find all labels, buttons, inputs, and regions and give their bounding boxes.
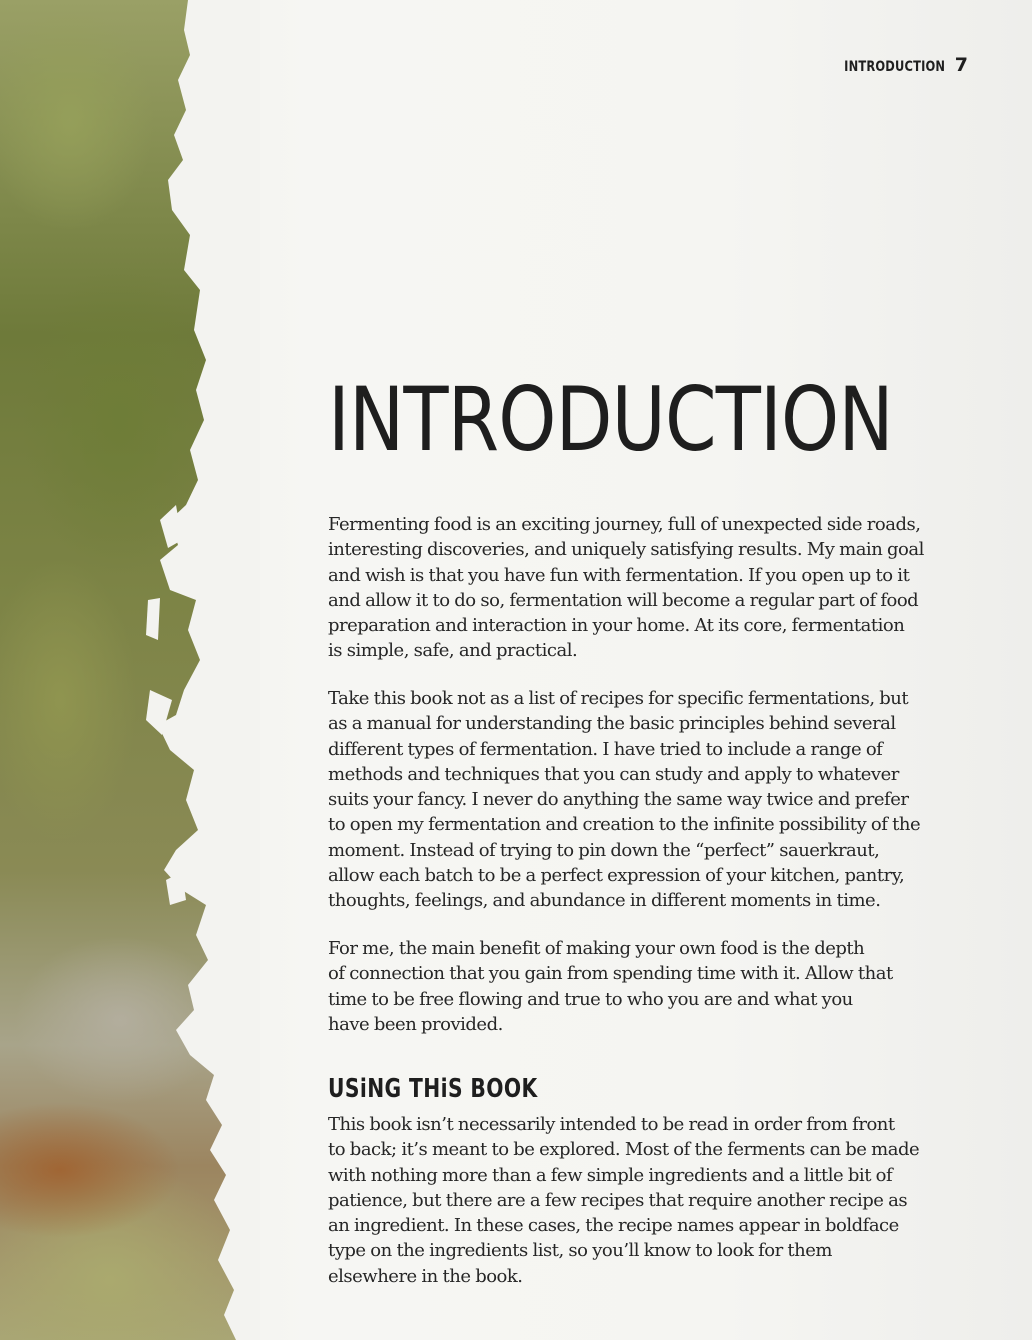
torn-paper-edge xyxy=(0,0,260,1340)
paragraph-text: For me, the main benefit of making your own food is the depth of connection that you gain from spending time with it. Allow that time to be free flowing and true to who you are and what you have been provided. xyxy=(328,938,893,1035)
chapter-title: INTRODUCTION xyxy=(328,368,893,471)
section-heading: USiNG THiS BOOK xyxy=(328,1074,538,1104)
intro-paragraph-1 xyxy=(328,512,968,664)
section-paragraph xyxy=(328,1112,968,1289)
intro-paragraph-2 xyxy=(328,686,968,914)
intro-paragraph-3 xyxy=(328,936,968,1037)
paragraph-text: Fermenting food is an exciting journey, full of unexpected side roads, interesting discoveries, and uniquely satisfying results. My main goal and wish is that you have fun with fermentation. If you open up to it and allow it to do so, fermentation will become a regular part of food preparation and interaction in your home. At its core, fermentation is simple, safe, and practical. xyxy=(328,514,924,662)
paragraph-text: Take this book not as a list of recipes for specific fermentations, but as a manual for understanding the basic principles behind several different types of fermentation. I have tried to include a range of methods and techniques that you can study and apply to whatever suits your fancy. I never do anything the same way twice and prefer to open my fermentation and creation to the infinite possibility of the moment. Instead of trying to pin down the “perfect” sauerkraut, allow each batch to be a perfect expression of your kitchen, pantry, thoughts, feelings, and abundance in different moments in time. xyxy=(328,688,921,912)
running-header xyxy=(822,54,968,76)
page-number: 7 xyxy=(954,54,968,76)
running-header-title: INTRODUCTION xyxy=(843,59,945,75)
paragraph-text: This book isn’t necessarily intended to be read in order from front to back; it’s meant to be explored. Most of the ferments can be made with nothing more than a few simple ingredients and a little bit of patience, but there are a few recipes that require another recipe as an ingredient. In these cases, the recipe names appear in boldface type on the ingredients list, so you’ll know to look for them elsewhere in the book. xyxy=(328,1114,920,1287)
